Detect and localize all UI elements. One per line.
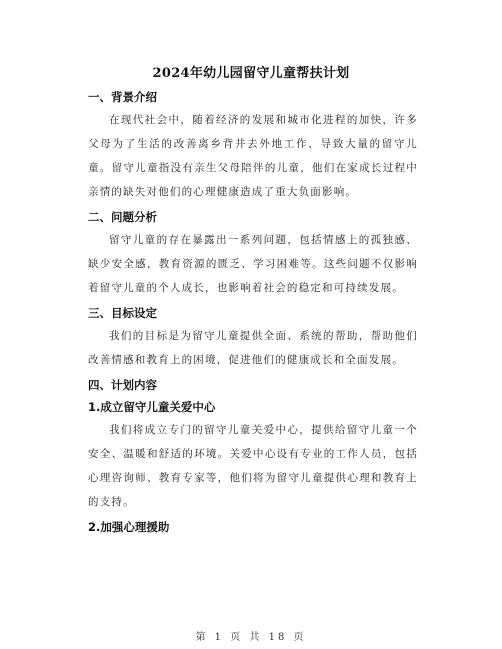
subsection-paragraph-care-center: 我们将成立专门的留守儿童关爱中心，提供给留守儿童一个安全、温暖和舒适的环境。关爱中心设有专业的工作人员，包括心理咨询师、教育专家等，他们将为留守儿童提供心理和教育上的支持。 [88,424,418,508]
section-paragraph-background: 在现代社会中，随着经济的发展和城市化进程的加快，许多父母为了生活的改善离乡背井去外地工作，导致大量的留守儿童。留守儿童指没有亲生父母陪伴的儿童，他们在家成长过程中亲情的缺失对他们的心理健康造成了重大负面影响。 [88,114,418,198]
page-footer: 第 1 页 共 18 页 [195,632,307,643]
section-paragraph-problem-analysis: 留守儿童的存在暴露出一系列问题，包括情感上的孤独感、缺少安全感，教育资源的匮乏、学习困难等。这些问题不仅影响着留守儿童的个人成长，也影响着社会的稳定和可持续发展。 [88,234,418,294]
section-heading-plan-content: 四、计划内容 [88,378,157,392]
subsection-heading-psych-support: 2.加强心理援助 [88,520,170,534]
section-paragraph-goals: 我们的目标是为留守儿童提供全面、系统的帮助，帮助他们改善情感和教育上的困境，促进他们的健康成长和全面发展。 [88,330,418,366]
section-heading-problem-analysis: 二、问题分析 [88,210,157,224]
section-heading-goals: 三、目标设定 [88,306,157,320]
document-body [88,86,418,538]
subsection-heading-care-center: 1.成立留守儿童关爱中心 [88,400,216,414]
document-title: 2024年幼儿园留守儿童帮扶计划 [152,66,350,81]
section-heading-background: 一、背景介绍 [88,90,157,104]
